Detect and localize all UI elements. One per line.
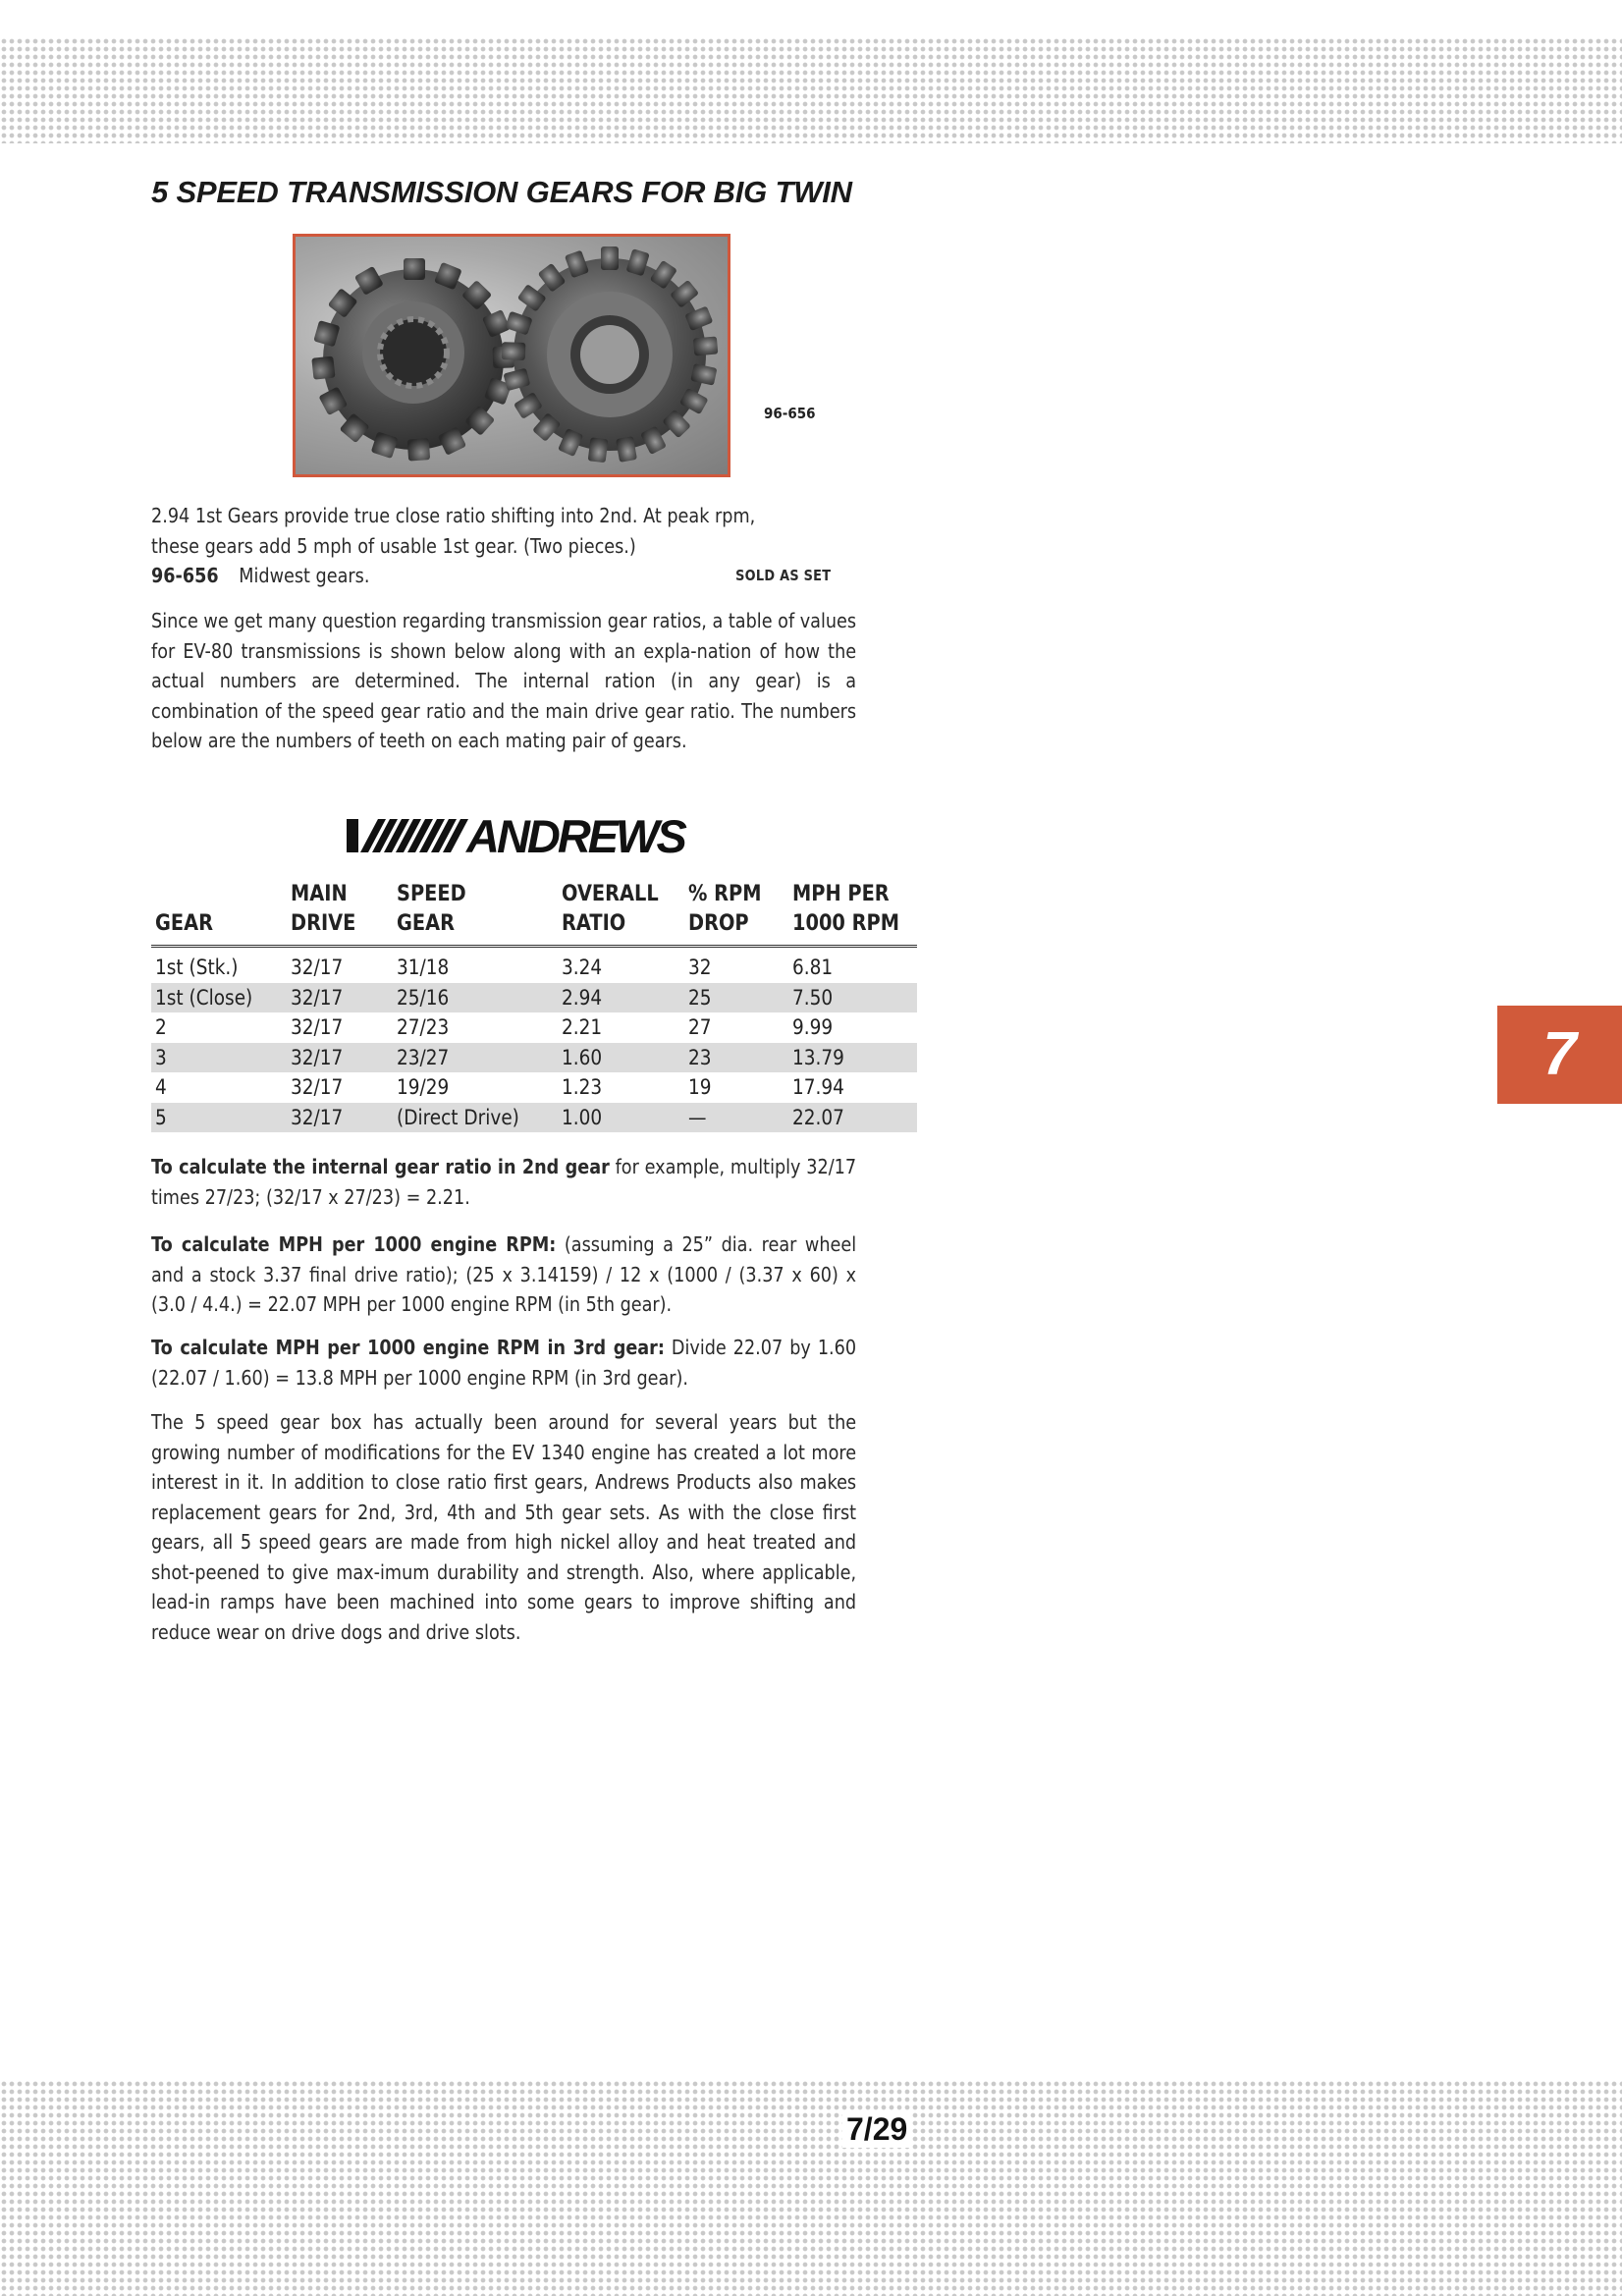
cell-mph: 7.50 [792,985,834,1010]
intro-paragraph [151,606,856,756]
cell-mph: 9.99 [792,1015,834,1039]
cell-overall-ratio: 2.21 [562,1015,603,1039]
cell-main-drive: 32/17 [291,1015,344,1039]
calc1-text: for example, multiply 32/17 times 27/23; (32/17 x 27/23) = 2.21. [151,1155,857,1209]
section-tab: 7 [1497,1006,1622,1104]
cell-overall-ratio: 1.23 [562,1075,603,1099]
gears-illustration [296,237,728,474]
cell-speed-gear: 23/27 [397,1045,450,1069]
intro-text: Since we get many question regarding transmission gear ratios, a table of values for EV-80 transmissions is shown below along with an expla-nation of how the actual numbers are determined. The internal ration (in any gear) is a combination of the speed gear ratio and the main drive gear ratio. The numbers below are the numbers of teeth on each mating pair of gears. [151,609,857,752]
table-header [151,880,917,948]
cell-main-drive: 32/17 [291,985,344,1010]
andrews-logo [347,810,684,862]
cell-gear: 5 [155,1105,167,1129]
header-mph-per-1000: MPH PER 1000 RPM [792,882,899,936]
header-overall-ratio: OVERALL RATIO [562,882,659,936]
header-dot-pattern [0,37,1622,143]
cell-rpm-drop: 19 [688,1075,712,1099]
cell-rpm-drop: 32 [688,956,712,979]
table-row [151,953,917,983]
cell-rpm-drop: 25 [688,985,712,1010]
cell-speed-gear: 19/29 [397,1075,450,1099]
calc-internal-ratio [151,1152,856,1212]
calc2-lead: To calculate MPH per 1000 engine RPM: [151,1232,557,1256]
cell-mph: 22.07 [792,1105,844,1129]
part-name: Midwest gears. [239,564,370,587]
cell-overall-ratio: 3.24 [562,956,603,979]
calc3-text: Divide 22.07 by 1.60 (22.07 / 1.60) = 13.8 MPH per 1000 engine RPM (in 3rd gear). [151,1336,857,1390]
table-row [151,1103,917,1133]
header-gear: GEAR [155,911,214,936]
calc2-text: (assuming a 25” dia. rear wheel and a stock 3.37 final drive ratio); (25 x 3.14159) / 12 x (1000 / (3.37 x 60) x (3.0 / 4.4.) = 22.07 MPH per 1000 engine RPM (in 5th gear). [151,1232,857,1316]
cell-main-drive: 32/17 [291,1075,344,1099]
table-row [151,1012,917,1043]
calc-mph-5th [151,1230,856,1320]
cell-gear: 3 [155,1045,167,1069]
table-row [151,1043,917,1073]
closing-text: The 5 speed gear box has actually been around for several years but the growing number of modifications for the EV 1340 engine has created a lot more interest in it. In addition to close ratio first gears, Andrews Products also makes replacement gears for 2nd, 3rd, 4th and 5th gear sets. As with the close first gears, all 5 speed gears are made from high nickel alloy and heat treated and shot-peened to give max-imum durability and strength. Also, where applicable, lead-in ramps have been machined into some gears to improve shifting and reduce wear on drive dogs and drive slots. [151,1410,857,1644]
sold-as-set-note: SOLD AS SET [735,567,832,584]
gear-ratio-table [151,880,917,1132]
cell-rpm-drop: — [688,1105,707,1129]
cell-mph: 6.81 [792,956,834,979]
description-line-1: 2.94 1st Gears provide true close ratio shifting into 2nd. At peak rpm, [151,504,756,527]
cell-mph: 13.79 [792,1045,844,1069]
cell-gear: 4 [155,1075,167,1099]
cell-gear: 1st (Close) [155,985,253,1010]
photo-part-code: 96-656 [764,405,816,422]
right-gear [502,246,719,463]
cell-gear: 2 [155,1015,167,1039]
header-main-drive: MAIN DRIVE [291,882,356,936]
logo-wordmark: ANDREWS [466,810,684,862]
part-listing [151,561,831,591]
cell-speed-gear: 27/23 [397,1015,450,1039]
page-title: 5 SPEED TRANSMISSION GEARS FOR BIG TWIN [151,175,852,209]
table-row [151,983,917,1013]
cell-main-drive: 32/17 [291,956,344,979]
product-photo-gears [293,234,730,477]
logo-stripes [347,815,474,856]
table-row [151,1072,917,1103]
product-description [151,501,831,591]
left-gear [311,258,514,462]
cell-rpm-drop: 23 [688,1045,712,1069]
cell-gear: 1st (Stk.) [155,956,239,979]
cell-main-drive: 32/17 [291,1105,344,1129]
cell-overall-ratio: 1.00 [562,1105,603,1129]
closing-paragraph [151,1407,856,1647]
cell-overall-ratio: 2.94 [562,985,603,1010]
calc3-lead: To calculate MPH per 1000 engine RPM in 3rd gear: [151,1336,665,1359]
cell-main-drive: 32/17 [291,1045,344,1069]
header-rpm-drop: % RPM DROP [688,882,762,936]
cell-mph: 17.94 [792,1075,844,1099]
calc-mph-3rd [151,1333,856,1393]
description-line-2: these gears add 5 mph of usable 1st gear. (Two pieces.) [151,533,636,558]
cell-speed-gear: 25/16 [397,985,450,1010]
header-speed-gear: SPEED GEAR [397,882,466,936]
footer-dot-pattern [0,2080,1622,2296]
cell-speed-gear: 31/18 [397,956,450,979]
part-number: 96-656 [151,564,219,587]
cell-rpm-drop: 27 [688,1015,712,1039]
calc1-lead: To calculate the internal gear ratio in 2nd gear [151,1155,610,1178]
page-number: 7/29 [842,2111,911,2148]
cell-speed-gear: (Direct Drive) [397,1105,519,1129]
cell-overall-ratio: 1.60 [562,1045,603,1069]
